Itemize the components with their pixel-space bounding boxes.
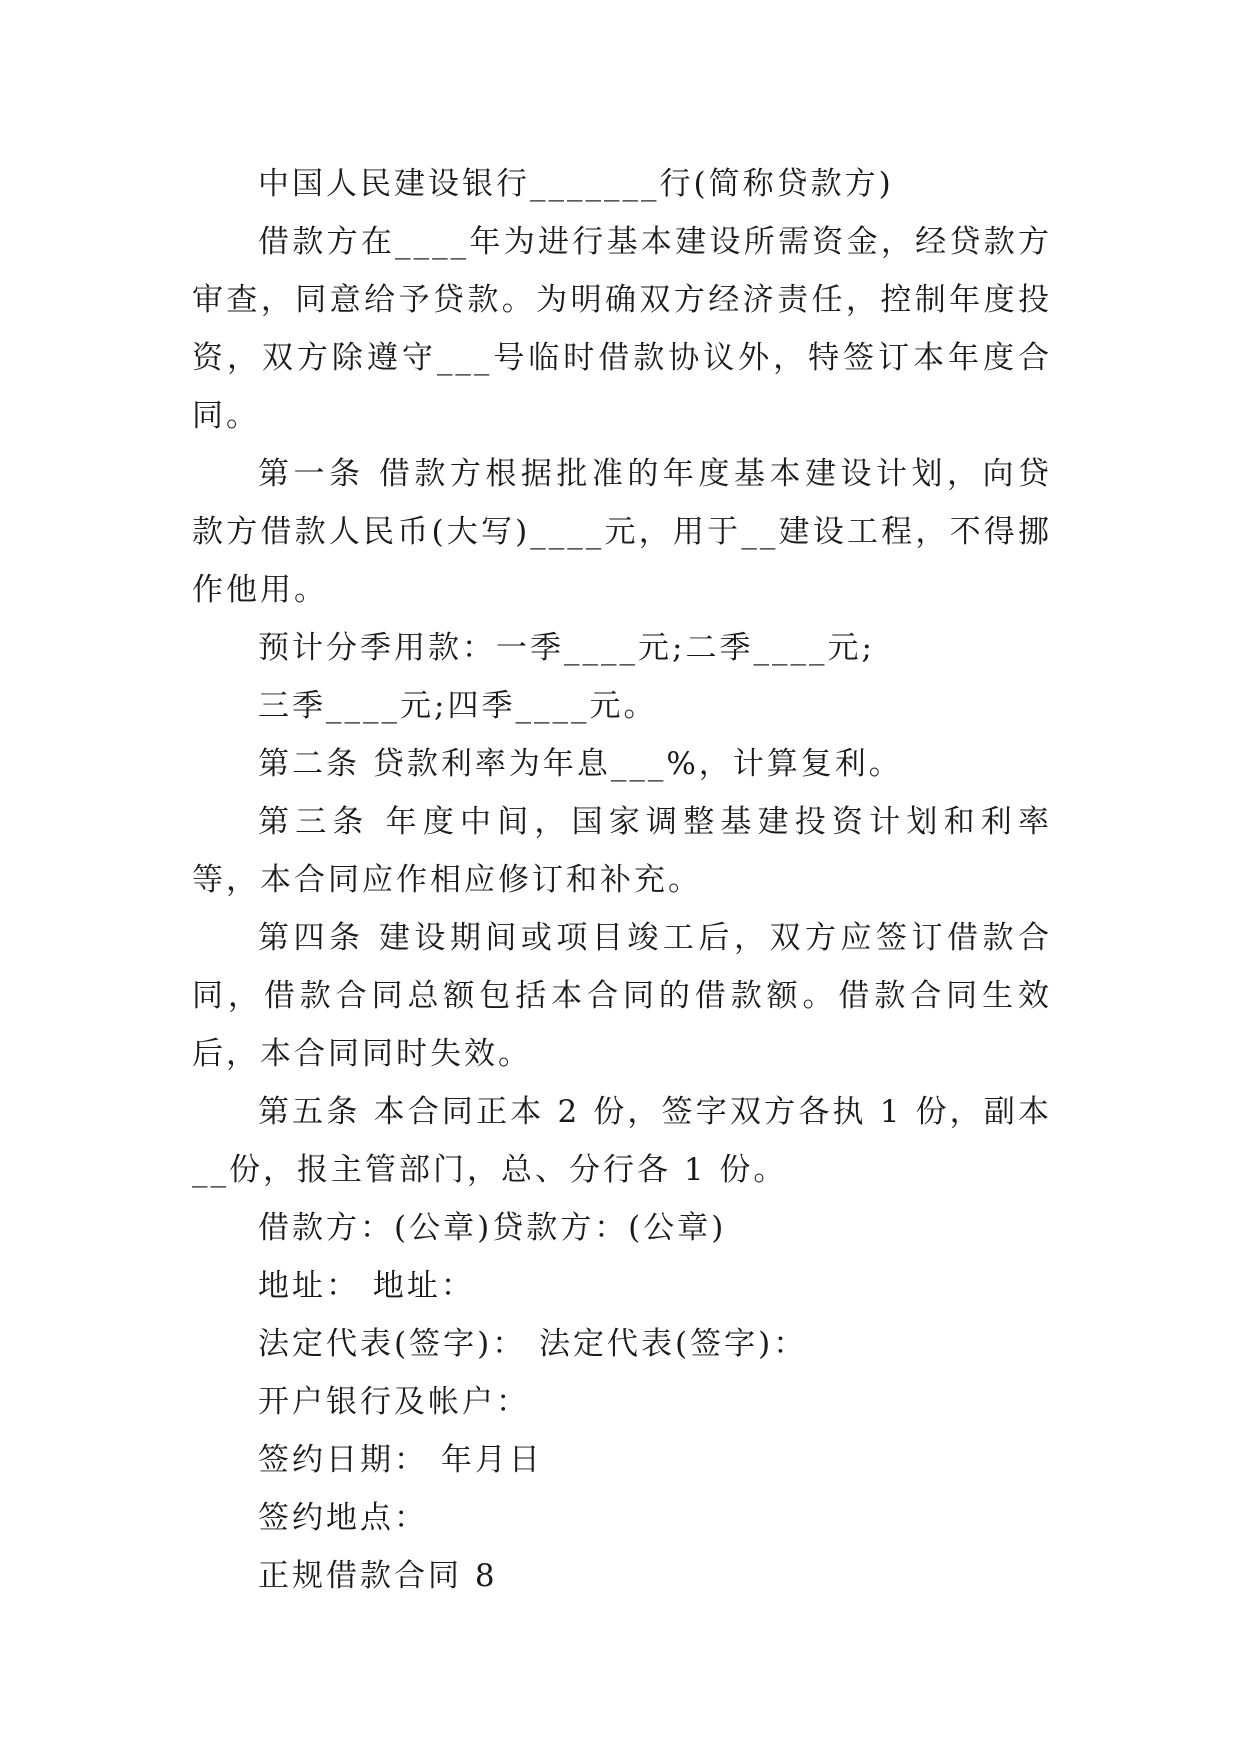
article-4: 第四条 建设期间或项目竣工后，双方应签订借款合同，借款合同总额包括本合同的借款额。借款合同生效后，本合同同时失效。 [192,920,1052,1072]
header-bank-line: 中国人民建设银行_______行(简称贷款方) [258,166,894,202]
signature-parties: 借款方：(公章)贷款方：(公章) [258,1210,727,1246]
quarterly-plan-line-2: 三季____元;四季____元。 [258,688,658,724]
article-1: 第一条 借款方根据批准的年度基本建设计划，向贷款方借款人民币(大写)____元，用于__建设工程，不得挪作他用。 [192,456,1052,608]
article-3: 第三条 年度中间，国家调整基建投资计划和利率等，本合同应作相应修订和补充。 [192,804,1052,898]
bank-account-line: 开户银行及帐户： [258,1384,530,1420]
address-line: 地址： 地址： [258,1268,475,1304]
quarterly-plan-line-1: 预计分季用款：一季____元;二季____元; [258,630,875,666]
preamble-paragraph: 借款方在____年为进行基本建设所需资金，经贷款方审查，同意给予贷款。为明确双方经济责任，控制年度投资，双方除遵守___号临时借款协议外，特签订本年度合同。 [192,224,1052,434]
signing-place-line: 签约地点： [258,1500,428,1536]
document-page [192,155,1052,1605]
article-2: 第二条 贷款利率为年息___%，计算复利。 [258,746,903,782]
article-5: 第五条 本合同正本 2 份，签字双方各执 1 份，副本__份，报主管部门，总、分行各 1 份。 [192,1094,1052,1188]
legal-representative-line: 法定代表(签字)： 法定代表(签字)： [258,1326,808,1362]
signing-date-line: 签约日期： 年月日 [258,1442,543,1478]
next-section-title: 正规借款合同 8 [258,1558,498,1594]
